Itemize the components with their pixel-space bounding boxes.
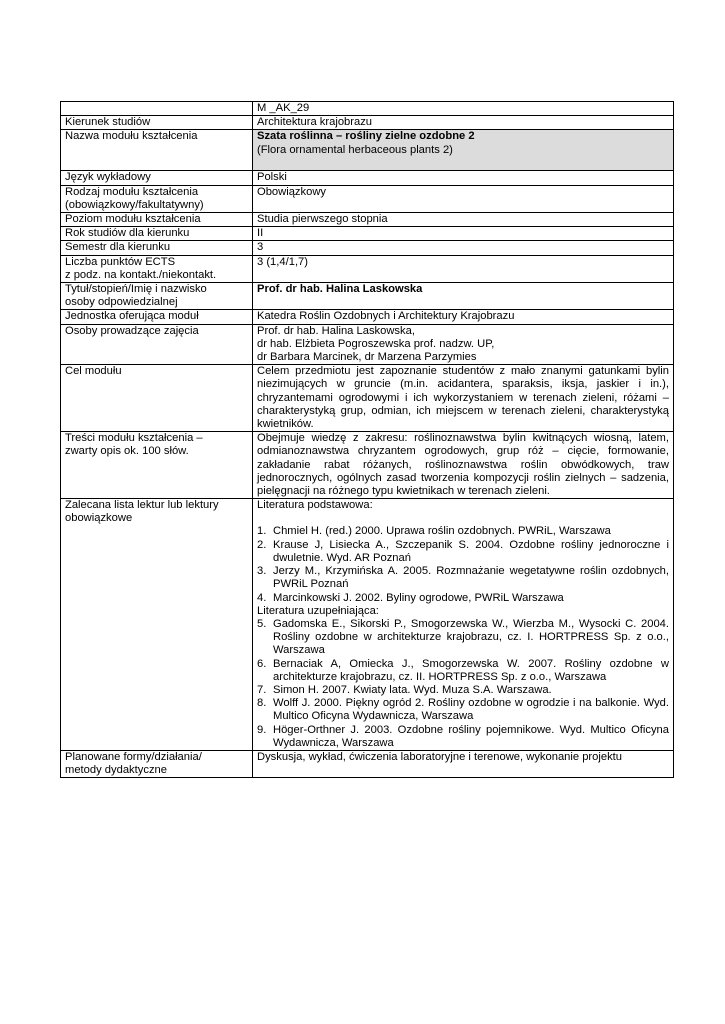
row-tresci [61, 432, 674, 499]
module-card-table [60, 101, 674, 778]
list-item [257, 697, 669, 723]
list-number: 8. [257, 697, 267, 710]
list-text: Chmiel H. (red.) 2000. Uprawa roślin ozdobnych. PWRiL, Warszawa [273, 525, 611, 538]
list-item [257, 525, 669, 538]
rodzaj-label-cell [61, 185, 253, 212]
list-text: Höger-Orthner J. 2003. Ozdobne rośliny pojemnikowe. Wyd. Multico Oficyna Wydawnicza, Warszawa [273, 723, 669, 749]
odpowiedzialny-label-note: osoby odpowiedzialnej [65, 296, 178, 309]
row-jednostka [61, 310, 674, 324]
rok-value: II [253, 227, 674, 241]
ects-label-note: z podz. na kontakt./niekontakt. [65, 268, 217, 281]
kierunek-value: Architektura krajobrazu [253, 116, 674, 130]
extra-literature-heading: Literatura uzupełniająca: [257, 604, 379, 617]
list-item [257, 658, 669, 684]
list-number: 2. [257, 538, 267, 551]
osoby-label: Osoby prowadzące zajęcia [61, 324, 253, 365]
basic-literature-heading: Literatura podstawowa: [257, 499, 373, 512]
jednostka-label: Jednostka oferująca moduł [61, 310, 253, 324]
row-rok [61, 227, 674, 241]
extra-literature-list [257, 618, 669, 750]
kierunek-label: Kierunek studiów [61, 116, 253, 130]
list-number: 9. [257, 723, 267, 736]
row-semestr [61, 241, 674, 255]
rodzaj-label-note: (obowiązkowy/fakultatywny) [65, 198, 204, 211]
metody-label-note: metody dydaktyczne [65, 764, 167, 777]
ects-value: 3 (1,4/1,7) [253, 255, 674, 282]
poziom-label: Poziom modułu kształcenia [61, 213, 253, 227]
tresci-label: Treści modułu kształcenia – [65, 432, 203, 445]
tresci-value: Obejmuje wiedzę z zakresu: roślinoznawstwa bylin kwitnących wiosną, latem, odmianoznawstwa chryzantem ogrodowych, grup róż – cięcie, formowanie, zakładanie rabat różanych, roślinoznawstwa roślin obwódkowych, traw jednorocznych, ogólnych zasad tworzenia kompozycji roślin zielnych – sadzenia, pielęgnacji na różnego typu kwietnikach w terenach zieleni. [253, 432, 674, 499]
metody-label-cell [61, 750, 253, 777]
tresci-label-cell [61, 432, 253, 499]
tresci-label-note: zwarty opis ok. 100 słów. [65, 445, 189, 458]
list-item [257, 565, 669, 591]
poziom-value: Studia pierwszego stopnia [253, 213, 674, 227]
spacer [257, 512, 669, 525]
list-text: Jerzy M., Krzymińska A. 2005. Rozmnażanie wegetatywne roślin ozdobnych, PWRiL Poznań [273, 565, 669, 591]
row-odpowiedzialny [61, 283, 674, 310]
lektury-label-cell [61, 499, 253, 751]
list-number: 6. [257, 657, 267, 670]
row-poziom [61, 213, 674, 227]
rodzaj-label: Rodzaj modułu kształcenia [65, 185, 199, 198]
module-name-english: (Flora ornamental herbaceous plants 2) [257, 143, 453, 156]
list-number: 3. [257, 565, 267, 578]
metody-label: Planowane formy/działania/ [65, 750, 202, 763]
osoby-line: dr Barbara Marcinek, dr Marzena Parzymies [257, 351, 477, 364]
row-metody [61, 750, 674, 777]
list-item [257, 618, 669, 658]
list-item [257, 592, 669, 605]
list-item [257, 684, 669, 697]
jednostka-value: Katedra Roślin Ozdobnych i Architektury Krajobrazu [253, 310, 674, 324]
cel-label: Cel modułu [61, 365, 253, 432]
row-lektury [61, 499, 674, 751]
row-ects [61, 255, 674, 282]
odpowiedzialny-label-cell [61, 283, 253, 310]
odpowiedzialny-label: Tytuł/stopień/Imię i nazwisko [65, 283, 207, 296]
ects-label: Liczba punktów ECTS [65, 255, 176, 268]
rok-label: Rok studiów dla kierunku [61, 227, 253, 241]
basic-literature-list [257, 525, 669, 604]
list-text: Gadomska E., Sikorski P., Smogorzewska W., Wierzba M., Wysocki C. 2004. Rośliny ozdobne w architekturze krajobrazu, cz. I. HORTPRESS Sp. z o.o., Warszawa [273, 617, 669, 657]
list-text: Wolff J. 2000. Piękny ogród 2. Rośliny ozdobne w ogrodzie i na balkonie. Wyd. Multico Oficyna Wydawnicza, Warszawa [273, 697, 669, 723]
jezyk-label: Język wykładowy [61, 171, 253, 185]
row-rodzaj [61, 185, 674, 212]
list-text: Simon H. 2007. Kwiaty lata. Wyd. Muza S.A. Warszawa. [273, 683, 552, 696]
cel-value: Celem przedmiotu jest zapoznanie studentów z mało znanymi gatunkami bylin niezimujących w gruncie (m.in. acidantera, sparaksis, iksja, jaskier i in.), chryzantemami ogrodowymi i ich wykorzystaniem w terenach zieleni, różami – charakterystyką grup, odmian, ich miejscem w terenach zieleni, charakterystyką kwietników. [253, 365, 674, 432]
row-kierunek [61, 116, 674, 130]
semestr-value: 3 [253, 241, 674, 255]
ects-label-cell [61, 255, 253, 282]
osoby-value-cell [253, 324, 674, 365]
jezyk-value: Polski [253, 171, 674, 185]
list-number: 5. [257, 617, 267, 630]
row-osoby [61, 324, 674, 365]
odpowiedzialny-value: Prof. dr hab. Halina Laskowska [253, 283, 674, 310]
module-code: M _AK_29 [253, 102, 674, 116]
metody-value: Dyskusja, wykład, ćwiczenia laboratoryjne i terenowe, wykonanie projektu [253, 750, 674, 777]
osoby-line: dr hab. Elżbieta Pogroszewska prof. nadzw. UP, [257, 337, 495, 350]
rodzaj-value: Obowiązkowy [253, 185, 674, 212]
list-text: Krause J, Lisiecka A., Szczepanik S. 2004. Ozdobne rośliny jednoroczne i dwuletnie. Wyd. AR Poznań [273, 538, 669, 564]
nazwa-value-cell [253, 130, 674, 171]
osoby-line: Prof. dr hab. Halina Laskowska, [257, 324, 415, 337]
lektury-value-cell [253, 499, 674, 751]
list-text: Marcinkowski J. 2002. Byliny ogrodowe, PWRiL Warszawa [273, 591, 564, 604]
nazwa-label: Nazwa modułu kształcenia [61, 130, 253, 171]
code-label-cell [61, 102, 253, 116]
list-number: 4. [257, 591, 267, 604]
row-code [61, 102, 674, 116]
row-nazwa [61, 130, 674, 171]
module-name: Szata roślinna – rośliny zielne ozdobne 2 [257, 130, 475, 143]
list-number: 1. [257, 525, 267, 538]
lektury-label-note: obowiązkowe [65, 512, 133, 525]
row-cel [61, 365, 674, 432]
lektury-label: Zalecana lista lektur lub lektury [65, 499, 219, 512]
list-item [257, 724, 669, 750]
row-jezyk [61, 171, 674, 185]
list-number: 7. [257, 683, 267, 696]
list-text: Bernaciak A, Omiecka J., Smogorzewska W. 2007. Rośliny ozdobne w architekturze krajobrazu, cz. II. HORTPRESS Sp. z o.o., Warszawa [273, 657, 669, 683]
list-item [257, 539, 669, 565]
semestr-label: Semestr dla kierunku [61, 241, 253, 255]
